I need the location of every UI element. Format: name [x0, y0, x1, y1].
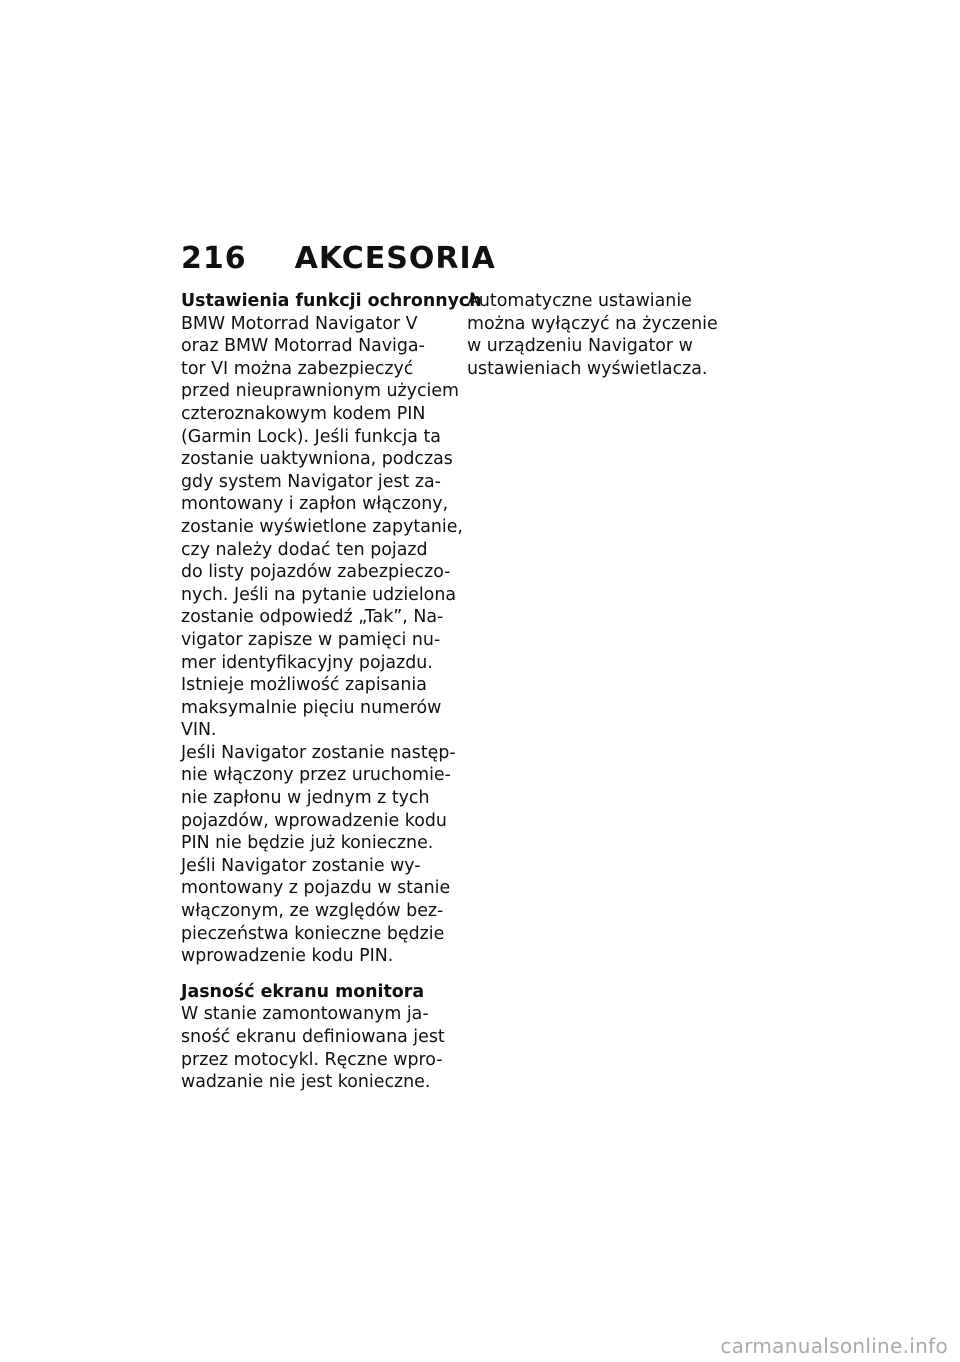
text-line: nych. Jeśli na pytanie udzielona — [181, 584, 456, 605]
chapter-title: AKCESORIA — [294, 241, 496, 276]
text-line: nie zapłonu w jednym z tych — [181, 788, 430, 809]
text-line: w urządzeniu Navigator w — [467, 336, 693, 357]
text-line: do listy pojazdów zabezpieczo- — [181, 562, 451, 583]
text-line: ustawieniach wyświetlacza. — [467, 358, 708, 379]
text-line: czteroznakowym kodem PIN — [181, 403, 426, 424]
text-line: pojazdów, wprowadzenie kodu — [181, 810, 447, 831]
right-column-body — [467, 290, 742, 380]
text-line: tor VI można zabezpieczyć — [181, 358, 414, 379]
text-line: mer identyfikacyjny pojazdu. — [181, 652, 433, 673]
text-line: maksymalnie pięciu numerów — [181, 697, 442, 718]
page-number: 216 — [181, 241, 247, 276]
text-line: przez motocykl. Ręczne wpro- — [181, 1049, 443, 1070]
text-line: Istnieje możliwość zapisania — [181, 675, 427, 696]
text-line: PIN nie będzie już konieczne. — [181, 833, 434, 854]
text-line: Automatyczne ustawianie — [467, 291, 692, 311]
section-gap — [181, 968, 453, 981]
text-line: VIN. — [181, 720, 217, 741]
text-line: sność ekranu definiowana jest — [181, 1027, 445, 1047]
text-line: Jeśli Navigator zostanie następ- — [181, 742, 456, 763]
text-line: czy należy dodać ten pojazd — [181, 539, 428, 560]
text-line: zostanie uaktywniona, podczas — [181, 449, 453, 470]
text-line: nie włączony przez uruchomie- — [181, 765, 451, 786]
section-body-brightness — [181, 1003, 453, 1093]
text-line: W stanie zamontowanym ja- — [181, 1004, 429, 1025]
text-line: vigator zapisze w pamięci nu- — [181, 629, 441, 650]
text-line: przed nieuprawnionym użyciem — [181, 381, 459, 402]
site-watermark: carmanualsonline.info — [720, 1334, 948, 1358]
text-line: można wyłączyć na życzenie — [467, 313, 718, 334]
text-line: BMW Motorrad Navigator V — [181, 313, 418, 334]
section-body-security — [181, 313, 463, 968]
text-line: Jeśli Navigator zostanie wy- — [181, 855, 421, 876]
text-line: zostanie wyświetlone zapytanie, — [181, 516, 463, 537]
section-heading-brightness: Jasność ekranu monitora — [181, 981, 425, 1002]
text-line: montowany i zapłon włączony, — [181, 494, 449, 515]
page-header — [181, 241, 496, 277]
text-line: montowany z pojazdu w stanie — [181, 878, 451, 899]
text-line: wprowadzenie kodu PIN. — [181, 946, 394, 967]
text-line: (Garmin Lock). Jeśli funkcja ta — [181, 426, 441, 447]
text-line: oraz BMW Motorrad Naviga- — [181, 336, 425, 357]
text-line: włączonym, ze względów bez- — [181, 901, 444, 922]
text-line: zostanie odpowiedź „Tak”, Na- — [181, 607, 444, 628]
right-column — [467, 290, 742, 380]
section-heading-security: Ustawienia funkcji ochronnych — [181, 291, 482, 311]
left-column — [181, 290, 482, 1094]
text-line: gdy system Navigator jest za- — [181, 471, 441, 492]
text-line: pieczeństwa konieczne będzie — [181, 923, 445, 944]
text-line: wadzanie nie jest konieczne. — [181, 1072, 431, 1093]
